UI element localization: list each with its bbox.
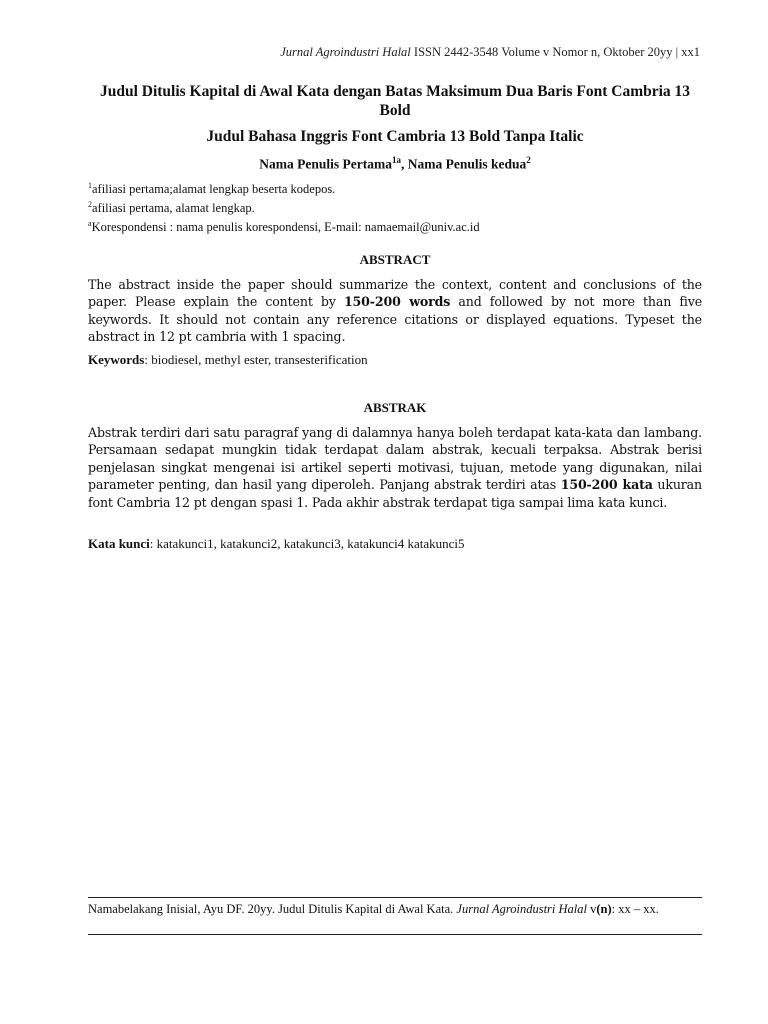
abstrak-heading: ABSTRAK <box>363 400 427 415</box>
header-page-number: 1 <box>693 45 700 59</box>
citation-journal: Jurnal Agroindustri Halal <box>456 902 587 916</box>
author-list <box>88 151 702 174</box>
citation-issue: (n) <box>596 902 612 916</box>
affiliation-list <box>88 178 702 235</box>
affiliation-item <box>88 197 702 216</box>
affiliation-text: afiliasi pertama, alamat lengkap. <box>92 201 255 216</box>
footer-rule-top <box>88 897 702 898</box>
abstract-text-part: The abstract inside the paper should summarize the context, content and conclusions of the paper. Please explain the content by <box>88 277 702 310</box>
keywords-label: Keywords <box>88 352 145 367</box>
abstrak-word-count: 150-200 kata <box>560 477 653 493</box>
paper-title-english: Judul Bahasa Inggris Font Cambria 13 Bold Tanpa Italic <box>206 128 584 145</box>
correspondence-item <box>88 216 702 235</box>
abstrak-text-part: ukuran font Cambria 12 pt dengan spasi 1. Pada akhir abstrak terdapat tiga sampai lima kata kunci. <box>88 477 702 510</box>
affiliation-item <box>88 178 702 197</box>
author-second-affiliation-mark: 2 <box>526 155 531 165</box>
abstract-word-count: 150-200 words <box>343 294 451 310</box>
abstrak-text-part: Abstrak terdiri dari satu paragraf yang di dalamnya hanya boleh terdapat kata-kata dan lambang. Persamaan sedapat mungkin tidak terdapat dalam abstrak, kecuali terpaksa. Abstrak berisi penjelasan singkat mengenai isi artikel seperti motivasi, tujuan, metode yang digunakan, nilai parameter penting, dan hasil yang diperoleh. Panjang abstrak terdiri atas <box>88 425 702 493</box>
running-header <box>280 45 700 60</box>
correspondence-mark: a <box>88 219 92 229</box>
affiliation-mark: 2 <box>88 200 92 210</box>
affiliation-mark: 1 <box>88 181 92 190</box>
abstrak-paragraph <box>88 424 702 511</box>
citation-pages: : xx – xx. <box>611 902 659 916</box>
citation-text: Namabelakang Inisial, Ayu DF. 20yy. Judul Ditulis Kapital di Awal Kata. <box>88 902 457 916</box>
author-first-affiliation-mark: 1a <box>391 155 401 165</box>
kata-kunci-label: Kata kunci <box>88 536 150 551</box>
citation-footer <box>88 902 702 918</box>
abstract-text-part: and followed by not more than five keywords. It should not contain any reference citations or displayed equations. Typeset the abstract in 12 pt cambria with 1 spacing. <box>88 294 703 345</box>
header-journal-name: Jurnal Agroindustri Halal <box>280 45 411 59</box>
correspondence-text: Korespondensi : nama penulis korespondensi, E-mail: namaemail@univ.ac.id <box>91 220 480 235</box>
keywords-values: : biodiesel, methyl ester, transesterification <box>144 352 368 367</box>
kata-kunci-values: : katakunci1, katakunci2, katakunci3, katakunci4 katakunci5 <box>149 536 465 551</box>
author-second: Nama Penulis kedua <box>407 156 527 172</box>
abstract-heading: ABSTRACT <box>359 252 431 267</box>
affiliation-text: afiliasi pertama;alamat lengkap beserta kodepos. <box>92 182 336 197</box>
paper-title: Judul Ditulis Kapital di Awal Kata dengan Batas Maksimum Dua Baris Font Cambria 13 Bold <box>99 83 691 119</box>
header-issn-volume: ISSN 2442-3548 Volume v Nomor n, Oktober 20yy | xx <box>410 45 694 59</box>
citation-volume: v <box>587 902 597 916</box>
footer-rule-bottom <box>88 934 702 935</box>
keywords-line <box>88 351 702 368</box>
author-separator: , <box>400 156 408 172</box>
abstract-paragraph <box>88 276 702 346</box>
author-first: Nama Penulis Pertama <box>259 156 392 172</box>
kata-kunci-line <box>88 535 702 552</box>
